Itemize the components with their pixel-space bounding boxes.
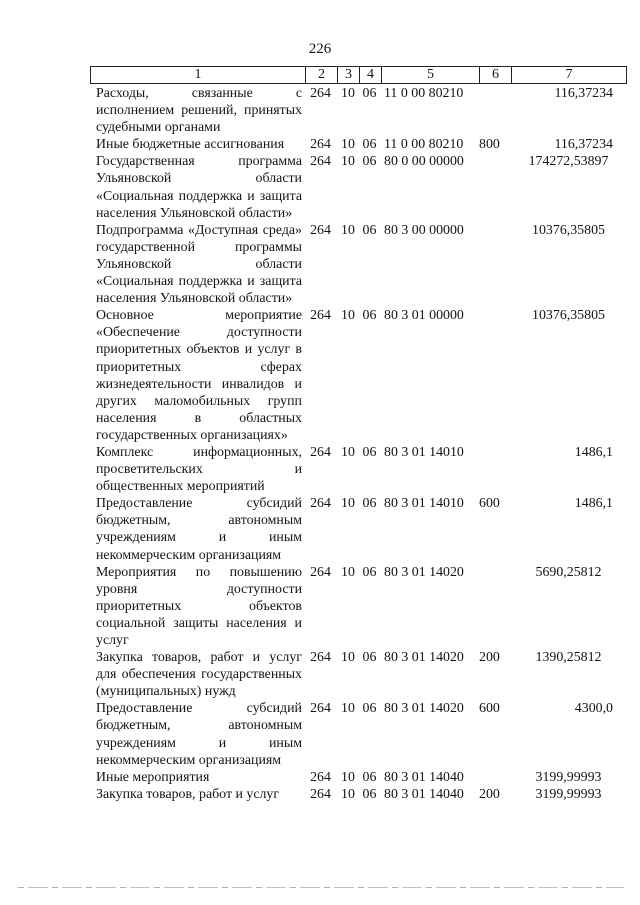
row-code-subsection: 06 — [362, 222, 377, 238]
row-name: Мероприятия по повышению уровня доступности приоритетных объектов социальной защиты населения и услуг — [96, 564, 302, 648]
row-amount: 174272,53897 — [528, 154, 609, 170]
row-code-target: 80 3 01 14020 — [384, 650, 464, 666]
row-code-ministry: 264 — [310, 86, 331, 101]
row-code-target: 80 0 00 00000 — [384, 154, 464, 170]
header-col-2: 2 — [305, 67, 337, 83]
row-code-ministry: 264 — [310, 786, 331, 802]
row-amount: 10376,35805 — [532, 308, 605, 324]
header-col-6: 6 — [479, 67, 511, 83]
row-amount: 1486,1 — [574, 496, 613, 512]
header-col-1: 1 — [194, 67, 202, 82]
row-code-subsection: 06 — [362, 308, 377, 324]
row-name: Иные мероприятия — [96, 769, 210, 785]
row-code-subsection: 06 — [362, 701, 377, 717]
row-code-target: 80 3 01 14010 — [384, 444, 464, 460]
row-code-target: 80 3 01 14040 — [384, 769, 464, 785]
row-code-subsection: 06 — [362, 154, 377, 170]
row-amount: 10376,35805 — [532, 222, 605, 238]
table-row — [90, 495, 630, 563]
row-code-expense-type — [479, 444, 510, 495]
row-code-section: 10 — [341, 444, 355, 460]
row-name: Подпрограмма «Доступная среда» государственной программы Ульяновской области «Социальная поддержка и защита населения Ульяновской области» — [96, 222, 302, 307]
row-code-subsection: 06 — [362, 564, 377, 580]
table-row — [90, 136, 630, 153]
row-code-expense-type: 200 — [479, 650, 500, 666]
row-amount: 1390,25812 — [535, 650, 602, 666]
row-code-expense-type: 600 — [479, 496, 500, 512]
table-row — [90, 700, 630, 768]
table-row — [90, 444, 630, 495]
table-header — [90, 66, 627, 84]
row-name: Предоставление субсидий бюджетным, автономным учреждениям и иным некоммерческим организациям — [96, 496, 302, 563]
row-code-target: 11 0 00 80210 — [384, 137, 464, 153]
row-name: Основное мероприятие «Обеспечение доступности приоритетных объектов и услуг в приоритетных сферах жизнедеятельности инвалидов и других маломобильных групп населения в областных государственных организациях» — [96, 308, 302, 443]
row-code-ministry: 264 — [310, 137, 331, 153]
row-amount: 4300,0 — [574, 701, 613, 717]
row-name: Закупка товаров, работ и услуг для обеспечения государственных (муниципальных) нужд — [96, 650, 302, 700]
table-row — [90, 222, 630, 307]
row-code-section: 10 — [341, 137, 355, 153]
row-code-ministry: 264 — [310, 154, 331, 170]
row-code-target: 80 3 01 14010 — [384, 496, 464, 512]
row-amount: 1486,1 — [574, 444, 613, 460]
row-name: Предоставление субсидий бюджетным, автономным учреждениям и иным некоммерческим организациям — [96, 701, 302, 768]
row-code-expense-type: 200 — [479, 786, 500, 802]
row-amount: 3199,99993 — [535, 786, 602, 802]
row-code-section: 10 — [341, 701, 355, 717]
row-code-ministry: 264 — [310, 701, 331, 717]
row-name: Государственная программа Ульяновской области «Социальная поддержка и защита населения Ульяновской области» — [96, 154, 302, 221]
row-code-target: 11 0 00 80210 — [384, 86, 464, 101]
row-code-subsection: 06 — [362, 137, 377, 153]
row-code-target: 80 3 00 00000 — [384, 222, 464, 238]
row-code-section: 10 — [341, 154, 355, 170]
row-amount: 5690,25812 — [535, 564, 602, 580]
row-code-expense-type — [479, 153, 510, 221]
row-code-section: 10 — [341, 769, 355, 785]
row-code-expense-type: 800 — [479, 137, 500, 153]
row-code-section: 10 — [341, 786, 355, 802]
table-row — [90, 85, 630, 136]
row-name: Расходы, связанные с исполнением решений, принятых судебными органами — [96, 86, 302, 136]
row-code-ministry: 264 — [310, 444, 331, 460]
row-code-section: 10 — [341, 564, 355, 580]
row-code-target: 80 3 01 14020 — [384, 564, 464, 580]
row-code-subsection: 06 — [362, 496, 377, 512]
budget-table-body — [90, 85, 630, 803]
row-code-section: 10 — [341, 496, 355, 512]
row-code-section: 10 — [341, 308, 355, 324]
row-code-target: 80 3 01 00000 — [384, 308, 464, 324]
page-number: 226 — [308, 41, 332, 57]
row-code-expense-type: 600 — [479, 701, 500, 717]
row-name: Закупка товаров, работ и услуг — [96, 786, 280, 802]
row-amount: 116,37234 — [554, 86, 613, 101]
row-code-subsection: 06 — [362, 769, 377, 785]
row-code-section: 10 — [341, 222, 355, 238]
row-code-expense-type — [479, 307, 510, 444]
row-code-subsection: 06 — [362, 444, 377, 460]
row-code-expense-type — [479, 85, 510, 136]
row-code-target: 80 3 01 14040 — [384, 786, 464, 802]
row-code-subsection: 06 — [362, 650, 377, 666]
table-row — [90, 769, 630, 786]
row-amount: 116,37234 — [554, 137, 613, 153]
row-code-section: 10 — [341, 86, 355, 101]
row-code-ministry: 264 — [310, 222, 331, 238]
table-row — [90, 649, 630, 700]
row-code-ministry: 264 — [310, 650, 331, 666]
table-row — [90, 564, 630, 649]
header-col-7: 7 — [511, 67, 626, 83]
header-col-4: 4 — [359, 67, 381, 83]
row-code-ministry: 264 — [310, 308, 331, 324]
row-code-expense-type — [479, 769, 510, 786]
table-row — [90, 786, 630, 803]
row-code-target: 80 3 01 14020 — [384, 701, 464, 717]
row-amount: 3199,99993 — [535, 769, 602, 785]
row-code-ministry: 264 — [310, 769, 331, 785]
row-name: Иные бюджетные ассигнования — [96, 137, 285, 153]
row-code-subsection: 06 — [362, 786, 377, 802]
scan-artifact-line — [18, 887, 624, 888]
row-code-subsection: 06 — [362, 86, 377, 101]
row-code-ministry: 264 — [310, 496, 331, 512]
row-code-ministry: 264 — [310, 564, 331, 580]
row-name: Комплекс информационных, просветительских и общественных мероприятий — [96, 444, 302, 495]
header-col-5: 5 — [381, 67, 479, 83]
header-col-3: 3 — [337, 67, 359, 83]
table-row — [90, 307, 630, 444]
row-code-section: 10 — [341, 650, 355, 666]
table-row — [90, 153, 630, 221]
row-code-expense-type — [479, 222, 510, 307]
row-code-expense-type — [479, 564, 510, 649]
